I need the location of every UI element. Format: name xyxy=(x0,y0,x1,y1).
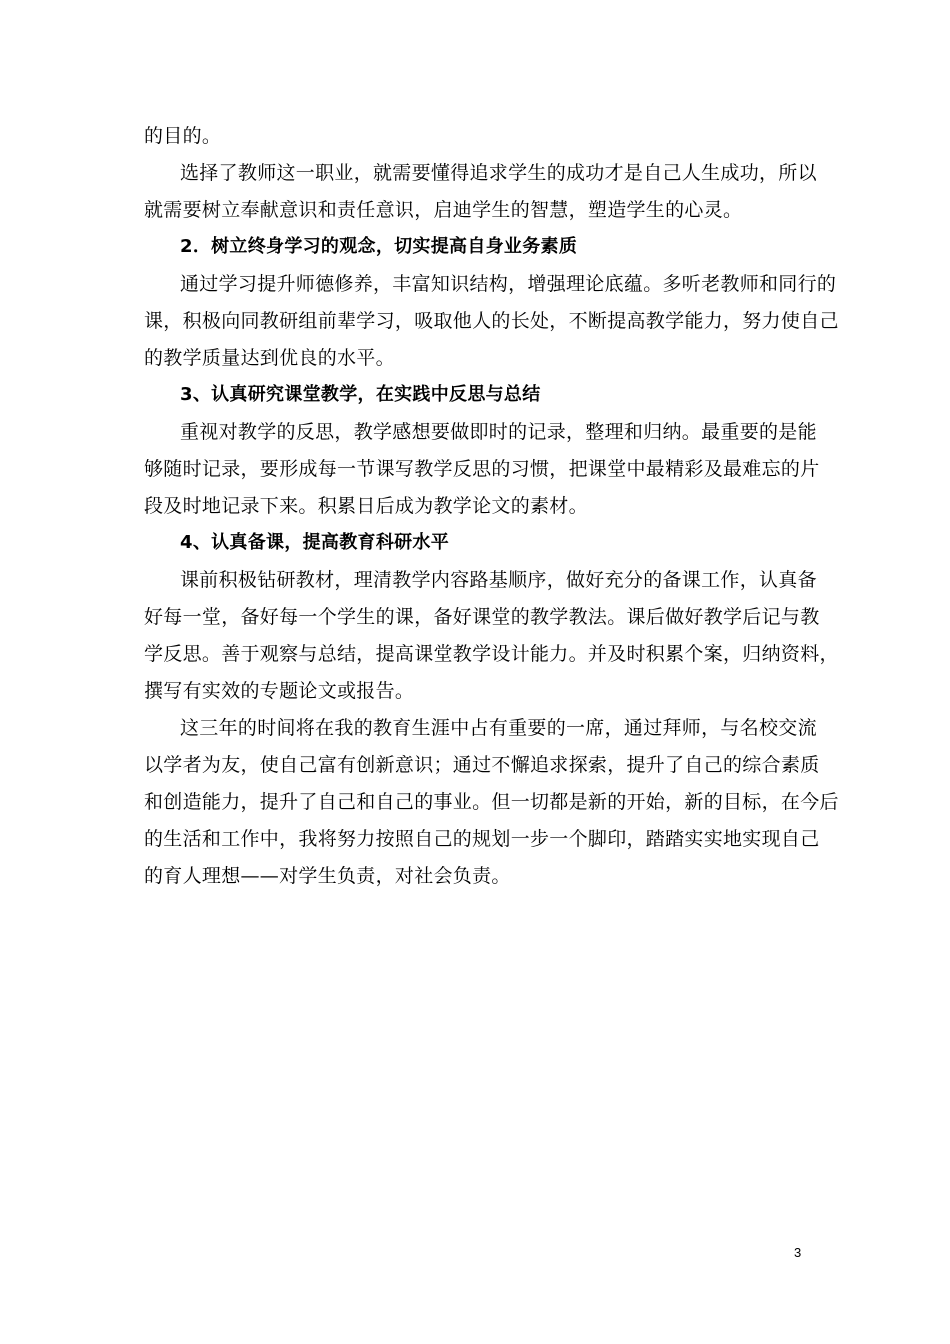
paragraph-line: 撰写有实效的专题论文或报告。 xyxy=(144,680,415,702)
paragraph-line: 就需要树立奉献意识和责任意识，启迪学生的智慧，塑造学生的心灵。 xyxy=(144,199,743,221)
paragraph-line: 好每一堂，备好每一个学生的课，备好课堂的教学教法。课后做好教学后记与教 xyxy=(144,606,820,628)
paragraph-line: 段及时地记录下来。积累日后成为教学论文的素材。 xyxy=(144,495,588,517)
paragraph-line: 和创造能力，提升了自己和自己的事业。但一切都是新的开始，新的目标，在今后 xyxy=(144,791,839,813)
page-number: 3 xyxy=(794,1245,802,1260)
paragraph-line: 的育人理想——对学生负责，对社会负责。 xyxy=(144,865,511,887)
section-heading: 2．树立终身学习的观念，切实提高自身业务素质 xyxy=(180,236,578,257)
paragraph-line: 的教学质量达到优良的水平。 xyxy=(144,347,395,369)
section-heading: 3、认真研究课堂教学，在实践中反思与总结 xyxy=(180,384,541,405)
paragraph-line: 课前积极钻研教材，理清教学内容路基顺序，做好充分的备课工作，认真备 xyxy=(180,569,817,591)
paragraph-line: 以学者为友，使自己富有创新意识；通过不懈追求探索，提升了自己的综合素质 xyxy=(144,754,820,776)
paragraph-line: 重视对教学的反思，教学感想要做即时的记录，整理和归纳。最重要的是能 xyxy=(180,421,817,443)
paragraph-line: 够随时记录，要形成每一节课写教学反思的习惯，把课堂中最精彩及最难忘的片 xyxy=(144,458,820,480)
paragraph-line: 学反思。善于观察与总结，提高课堂教学设计能力。并及时积累个案，归纳资料， xyxy=(144,643,839,665)
paragraph-line: 课，积极向同教研组前辈学习，吸取他人的长处，不断提高教学能力，努力使自己 xyxy=(144,310,839,332)
paragraph-line: 通过学习提升师德修养，丰富知识结构，增强理论底蕴。多听老教师和同行的 xyxy=(180,273,837,295)
paragraph-line: 的目的。 xyxy=(144,125,222,147)
paragraph-line: 选择了教师这一职业，就需要懂得追求学生的成功才是自己人生成功，所以 xyxy=(180,162,817,184)
paragraph-line: 这三年的时间将在我的教育生涯中占有重要的一席，通过拜师，与名校交流 xyxy=(180,717,817,739)
section-heading: 4、认真备课，提高教育科研水平 xyxy=(180,532,450,553)
paragraph-line: 的生活和工作中，我将努力按照自己的规划一步一个脚印，踏踏实实地实现自己 xyxy=(144,828,820,850)
